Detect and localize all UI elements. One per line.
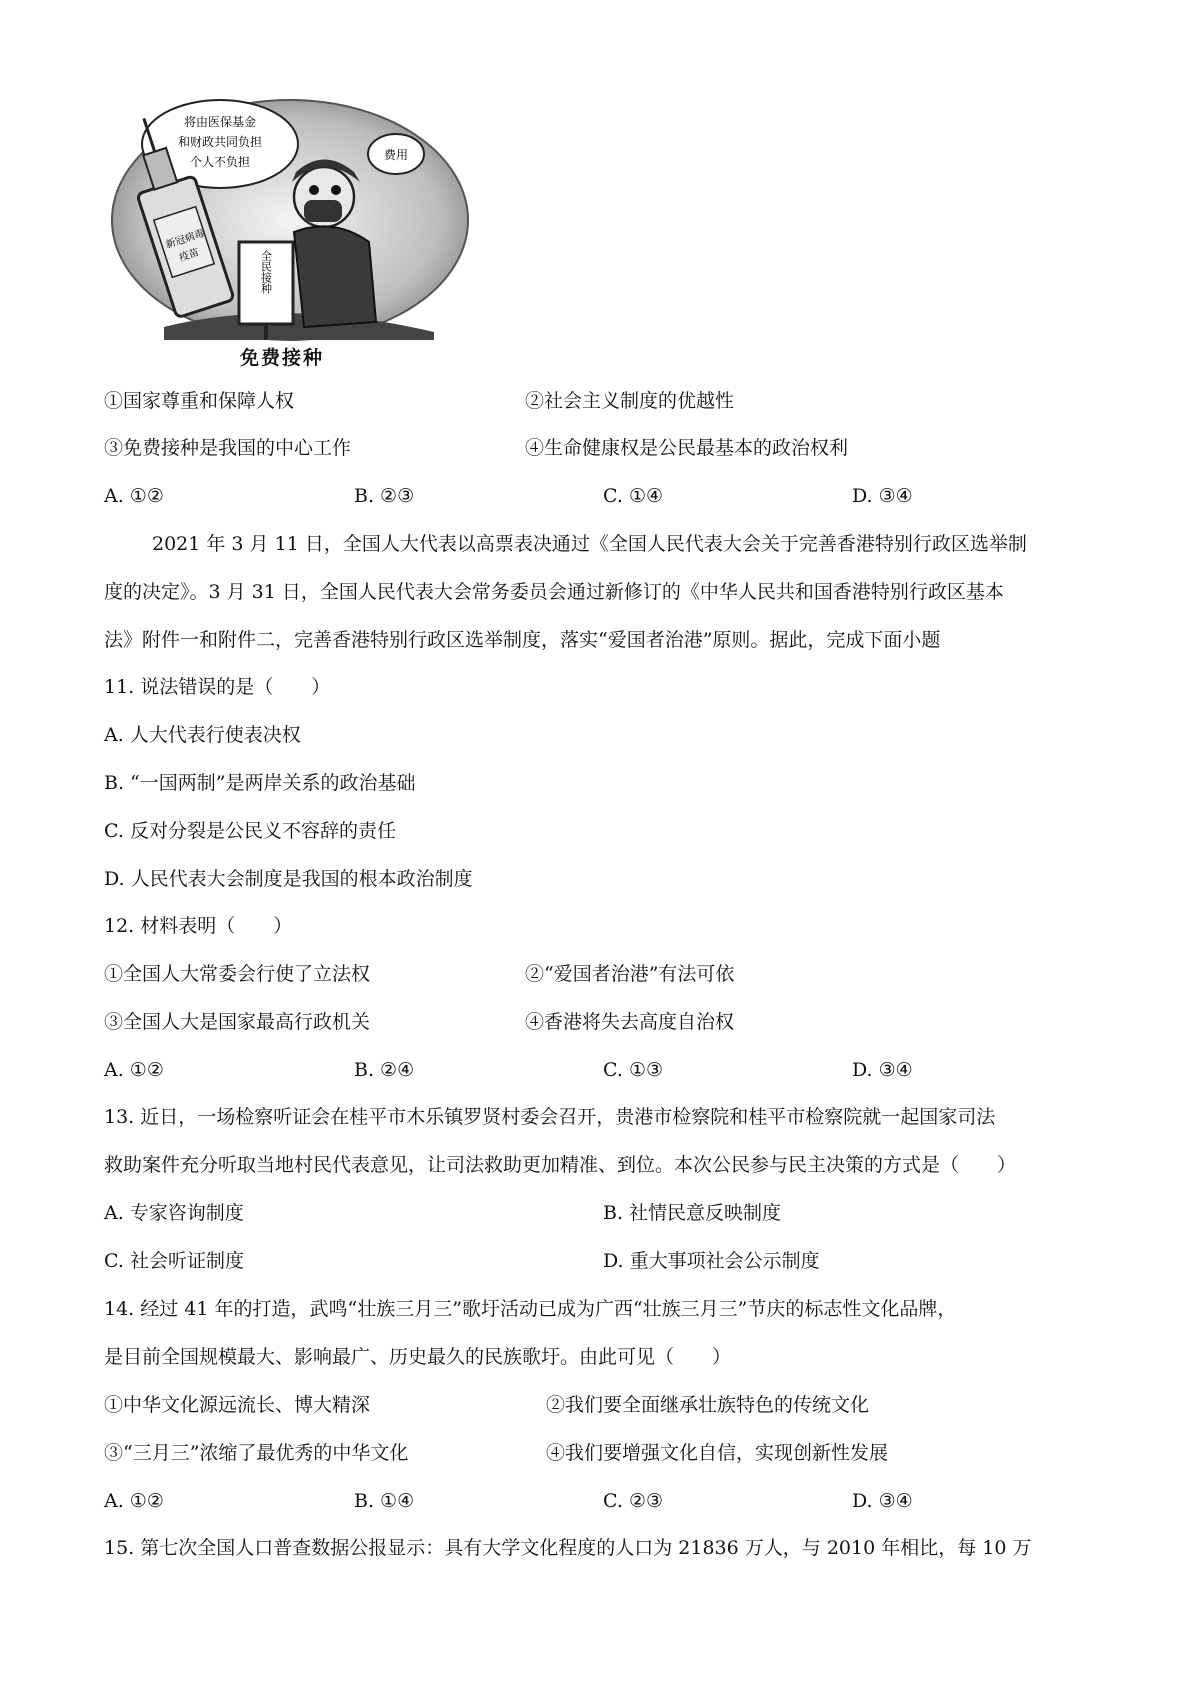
q14-choice-a: A. ①② [104, 1490, 164, 1512]
q10-option-1: ①国家尊重和保障人权 [104, 390, 295, 412]
q12-option-2: ②“爱国者治港”有法可依 [525, 963, 735, 985]
speech-line-3: 个人不负担 [189, 155, 251, 169]
q10-option-3: ③免费接种是我国的中心工作 [104, 437, 352, 459]
cartoon-caption: 免费接种 [240, 347, 325, 369]
q14-option-1: ①中华文化源远流长、博大精深 [104, 1394, 371, 1416]
sign-label: 全民接种 [259, 250, 273, 294]
syringe-label-1: 新冠病毒 [164, 228, 206, 252]
q12-option-4: ④香港将失去高度自治权 [525, 1011, 735, 1033]
q14-choice-b: B. ①④ [354, 1490, 415, 1512]
q13-option-d: D. 重大事项社会公示制度 [603, 1250, 820, 1272]
q14-option-4: ④我们要增强文化自信，实现创新性发展 [546, 1442, 889, 1464]
speech-line-1: 将由医保基金 [183, 115, 257, 129]
q12-choice-d: D. ③④ [852, 1059, 913, 1081]
q10-choice-d: D. ③④ [852, 485, 913, 507]
q11-option-d: D. 人民代表大会制度是我国的根本政治制度 [104, 868, 473, 890]
cartoon-illustration [104, 92, 470, 374]
material-line-1: 2021 年 3 月 11 日，全国人大代表以高票表决通过《全国人民代表大会关于完善香港特别行政区选举制 [152, 533, 1027, 555]
q13-option-c: C. 社会听证制度 [104, 1250, 244, 1272]
syringe-label-2: 疫苗 [178, 247, 201, 264]
q14-choice-c: C. ②③ [603, 1490, 664, 1512]
q14-stem-line-2: 是目前全国规模最大、影响最广、历史最久的民族歌圩。由此可见（ ） [104, 1346, 732, 1368]
q12-choice-a: A. ①② [104, 1059, 164, 1081]
q10-option-2: ②社会主义制度的优越性 [525, 390, 735, 412]
material-line-3: 法》附件一和附件二，完善香港特别行政区选举制度，落实“爱国者治港”原则。据此，完成下面小题 [104, 629, 941, 651]
q13-stem-line-1: 13. 近日，一场检察听证会在桂平市木乐镇罗贤村委会召开，贵港市检察院和桂平市检察院就一起国家司法 [104, 1106, 996, 1128]
speech-person: 费用 [383, 148, 409, 162]
q13-option-b: B. 社情民意反映制度 [603, 1202, 782, 1224]
q13-stem-line-2: 救助案件充分听取当地村民代表意见，让司法救助更加精准、到位。本次公民参与民主决策的方式是（ ） [104, 1154, 1017, 1176]
q12-option-1: ①全国人大常委会行使了立法权 [104, 963, 371, 985]
q13-option-a: A. 专家咨询制度 [104, 1202, 244, 1224]
q14-option-2: ②我们要全面继承壮族特色的传统文化 [546, 1394, 870, 1416]
q11-option-a: A. 人大代表行使表决权 [104, 724, 301, 746]
q10-option-4: ④生命健康权是公民最基本的政治权利 [525, 437, 849, 459]
q12-option-3: ③全国人大是国家最高行政机关 [104, 1011, 371, 1033]
q14-option-3: ③“三月三”浓缩了最优秀的中华文化 [104, 1442, 409, 1464]
q12-choice-b: B. ②④ [354, 1059, 415, 1081]
q11-stem: 11. 说法错误的是（ ） [104, 676, 331, 698]
q11-option-c: C. 反对分裂是公民义不容辞的责任 [104, 820, 396, 842]
q12-stem: 12. 材料表明（ ） [104, 915, 293, 937]
q11-option-b: B. “一国两制”是两岸关系的政治基础 [104, 772, 416, 794]
q10-choice-b: B. ②③ [354, 485, 415, 507]
q14-stem-line-1: 14. 经过 41 年的打造，武鸣“壮族三月三”歌圩活动已成为广西“壮族三月三”节庆的标志性文化品牌， [104, 1298, 957, 1320]
q10-choice-a: A. ①② [104, 485, 164, 507]
q14-choice-d: D. ③④ [852, 1490, 913, 1512]
speech-line-2: 和财政共同负担 [177, 135, 263, 149]
material-line-2: 度的决定》。3 月 31 日，全国人民代表大会常务委员会通过新修订的《中华人民共和国香港特别行政区基本 [104, 581, 1004, 603]
q15-stem-line-1: 15. 第七次全国人口普查数据公报显示：具有大学文化程度的人口为 21836 万人，与 2010 年相比，每 10 万 [104, 1537, 1032, 1559]
q12-choice-c: C. ①③ [603, 1059, 664, 1081]
q10-choice-c: C. ①④ [603, 485, 664, 507]
